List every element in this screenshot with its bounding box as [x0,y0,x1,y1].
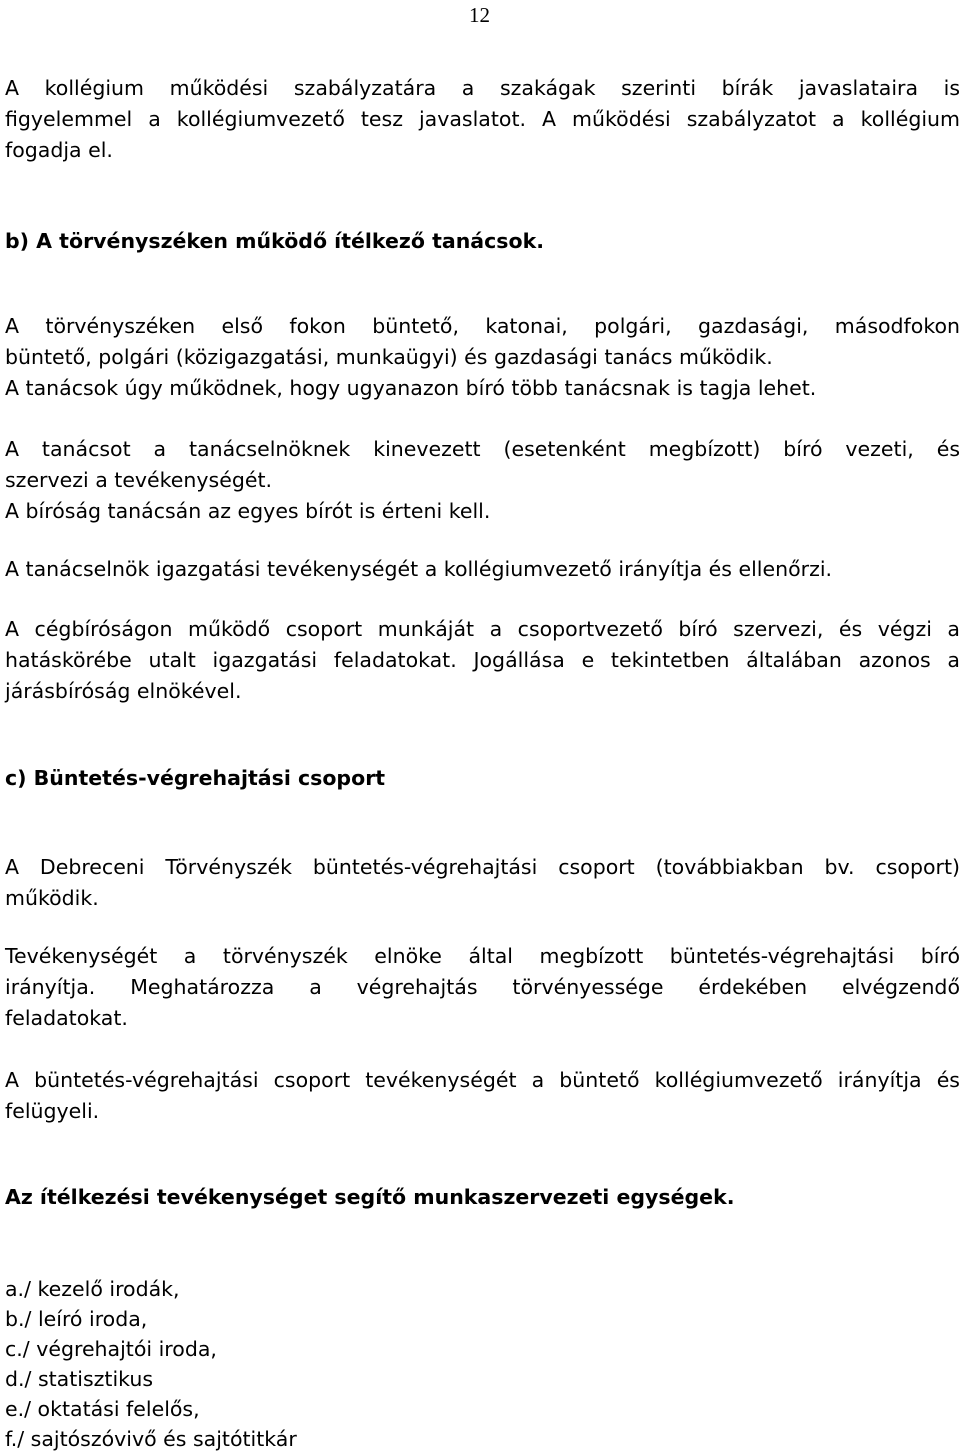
paragraph-line: irányítja. Meghatározza a végrehajtás törvényessége érdekében elvégzendő [5,975,960,999]
paragraph-bv-biro [5,941,960,1034]
heading-text: c) Büntetés-végrehajtási csoport [5,766,386,790]
paragraph-bv-csoport [5,852,960,914]
paragraph-line: A tanácsok úgy működnek, hogy ugyanazon bíró több tanácsnak is tagja lehet. [5,376,817,400]
section-heading-c [5,763,960,794]
paragraph-line: felügyeli. [5,1099,100,1123]
paragraph-line: A tanácselnök igazgatási tevékenységét a kollégiumvezető irányítja és ellenőrzi. [5,557,833,581]
paragraph-line: A tanácsot a tanácselnöknek kinevezett (esetenként megbízott) bíró vezeti, és [5,437,960,461]
list-item: a./ kezelő irodák, [5,1277,180,1301]
paragraph-line: feladatokat. [5,1006,128,1030]
paragraph-line: járásbíróság elnökével. [5,679,242,703]
paragraph-line: A törvényszéken első fokon büntető, katonai, polgári, gazdasági, másodfokon [5,314,960,338]
paragraph-line: A bíróság tanácsán az egyes bírót is érteni kell. [5,499,491,523]
paragraph-line: Tevékenységét a törvényszék elnöke által megbízott büntetés-végrehajtási bíró [5,944,960,968]
heading-text: Az ítélkezési tevékenységet segítő munkaszervezeti egységek. [5,1185,735,1209]
list-item: e./ oktatási felelős, [5,1397,200,1421]
paragraph-line: fogadja el. [5,138,113,162]
paragraph-bv-felugyelet [5,1065,960,1127]
paragraph-tanacsok [5,311,960,404]
section-heading-b [5,226,960,257]
paragraph-line: hatáskörébe utalt igazgatási feladatokat. Jogállása e tekintetben általában azonos a [5,648,960,672]
list-item: c./ végrehajtói iroda, [5,1337,217,1361]
page-number: 12 [469,3,490,27]
paragraph-line: A büntetés-végrehajtási csoport tevékenységét a büntető kollégiumvezető irányítja és [5,1068,960,1092]
paragraph-kollegium-szabalyzat [5,73,960,166]
section-heading-munkaszervezeti [5,1182,960,1213]
paragraph-line: működik. [5,886,99,910]
list-item: d./ statisztikus [5,1367,154,1391]
paragraph-line: A cégbíróságon működő csoport munkáját a csoportvezető bíró szervezi, és végzi a [5,617,960,641]
list-item: b./ leíró iroda, [5,1307,148,1331]
paragraph-igazgatasi [5,554,960,585]
units-list [5,1274,297,1454]
paragraph-cegbirosag [5,614,960,707]
paragraph-tanacselnok [5,434,960,527]
paragraph-line: A kollégium működési szabályzatára a szakágak szerinti bírák javaslataira is [5,76,960,100]
paragraph-line: szervezi a tevékenységét. [5,468,273,492]
paragraph-line: A Debreceni Törvényszék büntetés-végrehajtási csoport (továbbiakban bv. csoport) [5,855,960,879]
paragraph-line: figyelemmel a kollégiumvezető tesz javaslatot. A működési szabályzatot a kollégium [5,107,960,131]
list-item: f./ sajtószóvivő és sajtótitkár [5,1427,297,1451]
heading-text: b) A törvényszéken működő ítélkező tanácsok. [5,229,544,253]
paragraph-line: büntető, polgári (közigazgatási, munkaügyi) és gazdasági tanács működik. [5,345,773,369]
